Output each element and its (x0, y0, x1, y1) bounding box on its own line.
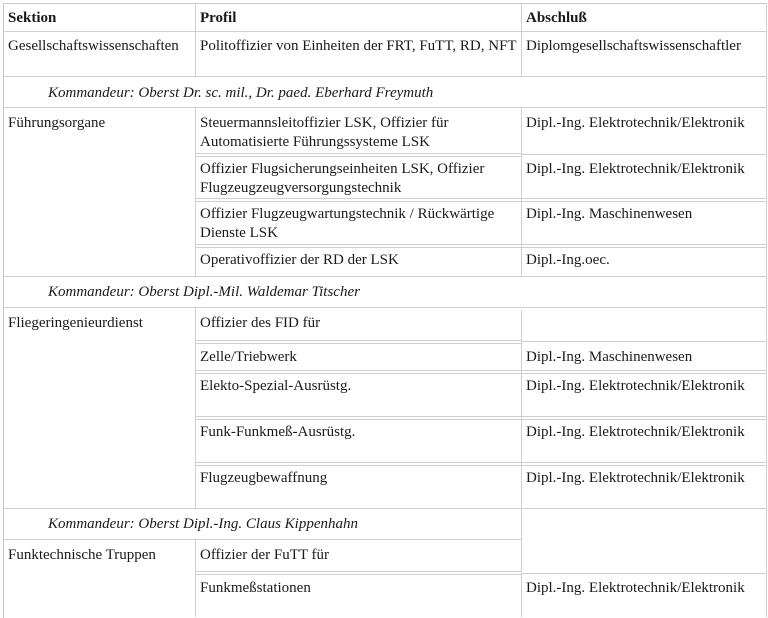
kommandeur-row: Kommandeur: Oberst Dipl.-Mil. Waldemar Titscher (48, 284, 360, 300)
table-row-profil: Elekto-Spezial-Ausrüstg. (200, 378, 352, 394)
table-row: Gesellschaftswissenschaften (8, 38, 179, 54)
table-row-abschluss: Dipl.-Ing. Elektrotechnik/Elektronik (526, 115, 745, 131)
table-row-abschluss: Dipl.-Ing. Elektrotechnik/Elektronik (526, 470, 745, 486)
table-row-abschluss: Diplomgesellschaftswissenschaftler (526, 38, 741, 54)
table-row-profil: Offizier Flugsicherungseinheiten LSK, Offizier Flugzeugzeugversorgungstechnik (200, 161, 485, 196)
table-row-abschluss: Dipl.-Ing. Maschinenwesen (526, 349, 693, 365)
header-abschluss: Abschluß (526, 10, 587, 26)
table-row-profil: Steuermannsleitoffizier LSK, Offizier für Automatisierte Führungssysteme LSK (200, 115, 449, 150)
sektion-funktechnische-truppen: Funktechnische Truppen (8, 547, 156, 563)
table-row-abschluss: Dipl.-Ing. Elektrotechnik/Elektronik (526, 424, 745, 440)
table-row-abschluss: Dipl.-Ing.oec. (526, 252, 610, 268)
kommandeur-row: Kommandeur: Oberst Dipl.-Ing. Claus Kippenhahn (48, 516, 358, 532)
sektion-fuehrungsorgane: Führungsorgane (8, 115, 106, 131)
table-row-profil: Politoffizier von Einheiten der FRT, FuTT, RD, NFT (200, 38, 517, 54)
profil-intro: Offizier des FID für (200, 315, 321, 331)
header-sektion: Sektion (8, 10, 57, 26)
table-row-profil: Zelle/Triebwerk (200, 349, 297, 365)
table-row-profil: Offizier Flugzeugwartungstechnik / Rückwärtige Dienste LSK (200, 206, 495, 241)
table-row-abschluss: Dipl.-Ing. Elektrotechnik/Elektronik (526, 378, 745, 394)
profil-intro: Offizier der FuTT für (200, 547, 329, 563)
table-row-abschluss: Dipl.-Ing. Maschinenwesen (526, 206, 693, 222)
table-row-profil: Funkmeßstationen (200, 580, 311, 596)
table-row-profil: Flugzeugbewaffnung (200, 470, 328, 486)
table-row-profil: Operativoffizier der RD der LSK (200, 252, 399, 268)
table-row-abschluss: Dipl.-Ing. Elektrotechnik/Elektronik (526, 161, 745, 177)
table-row-abschluss: Dipl.-Ing. Elektrotechnik/Elektronik (526, 580, 745, 596)
sektion-fliegeringenieurdienst: Fliegeringenieurdienst (8, 315, 143, 331)
table-row-profil: Funk-Funkmeß-Ausrüstg. (200, 424, 356, 440)
header-profil: Profil (200, 10, 237, 26)
kommandeur-row: Kommandeur: Oberst Dr. sc. mil., Dr. paed. Eberhard Freymuth (48, 85, 434, 101)
